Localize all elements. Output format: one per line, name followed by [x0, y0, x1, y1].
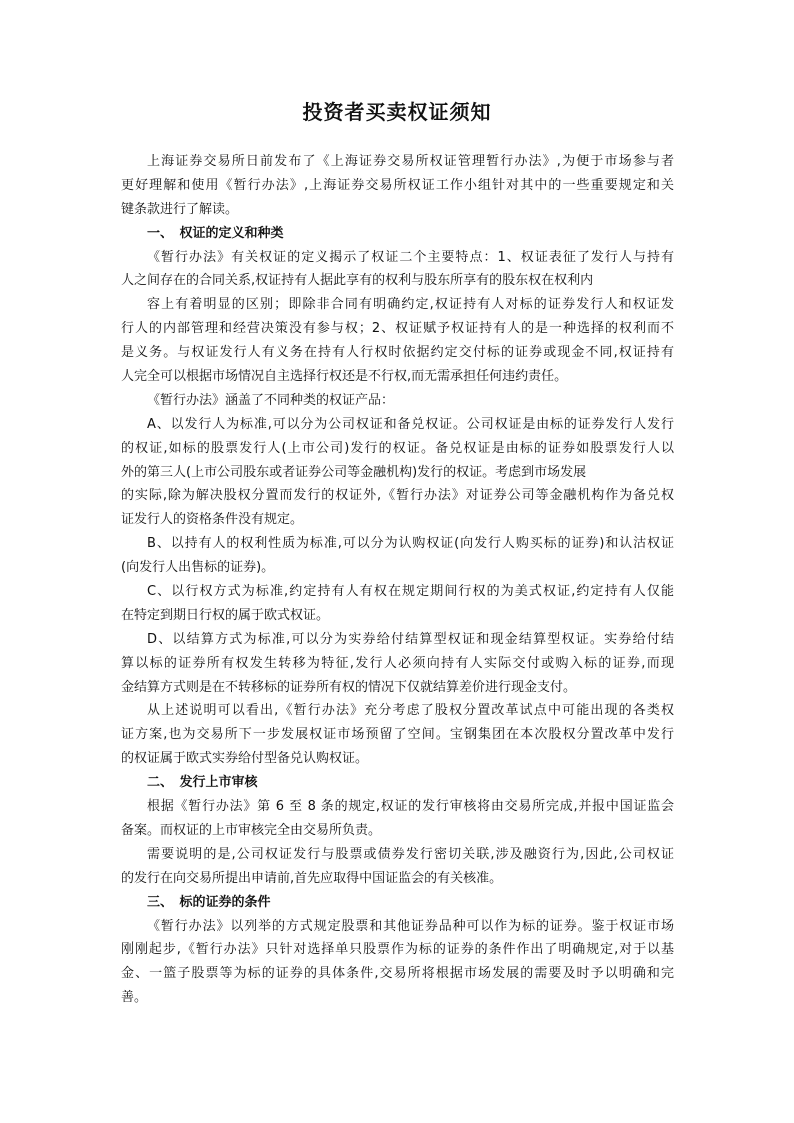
- document-title: 投资者买卖权证须知: [302, 100, 492, 124]
- text-line: 金、一篮子股票等为标的证券的具体条件,交易所将根据市场发展的需要及时予以明确和完: [121, 966, 674, 982]
- section-heading: 三、 标的证券的条件: [147, 894, 271, 910]
- text-line: 上海证券交易所日前发布了《上海证券交易所权证管理暂行办法》,为便于市场参与者: [147, 154, 674, 169]
- text-line: 算以标的证券所有权发生转移为特征,发行人必须向持有人实际交付或购入标的证券,而现: [121, 655, 674, 671]
- text-line: 人完全可以根据市场情况自主选择行权还是不行权,而无需承担任何违约责任。: [121, 369, 568, 385]
- text-line: 的权证,如标的股票发行人(上市公司)发行的权证。备兑权证是由标的证券如股票发行人以: [121, 440, 674, 456]
- text-line: A、以发行人为标准,可以分为公司权证和备兑权证。公司权证是由标的证券发行人发行: [147, 416, 674, 432]
- text-line: 刚刚起步,《暂行办法》只针对选择单只股票作为标的证券的条件作出了明确规定,对于以基: [121, 942, 674, 958]
- text-line: 更好理解和使用《暂行办法》,上海证券交易所权证工作小组针对其中的一些重要规定和关: [121, 177, 674, 193]
- text-line: 行人的内部管理和经营决策没有参与权；2、权证赋予权证持有人的是一种选择的权利而不: [121, 321, 674, 337]
- text-line: 善。: [121, 990, 148, 1006]
- text-line: 根据《暂行办法》第 6 至 8 条的规定,权证的发行审核将由交易所完成,并报中国证监会: [147, 799, 674, 815]
- text-line: 是义务。与权证发行人有义务在持有人行权时依据约定交付标的证券或现金不同,权证持有: [121, 345, 674, 361]
- text-line: B、以持有人的权利性质为标准,可以分为认购权证(向发行人购买标的证券)和认沽权证: [147, 536, 674, 552]
- text-line: 外的第三人(上市公司股东或者证券公司等金融机构)发行的权证。考虑到市场发展: [121, 464, 587, 480]
- text-line: 证方案,也为交易所下一步发展权证市场预留了空间。宝钢集团在本次股权分置改革中发行: [121, 727, 674, 743]
- text-line: (向发行人出售标的证券)。: [121, 560, 275, 576]
- text-line: 在特定到期日行权的属于欧式权证。: [121, 607, 330, 623]
- text-line: 《暂行办法》以列举的方式规定股票和其他证券品种可以作为标的证券。鉴于权证市场: [147, 918, 674, 934]
- text-line: 键条款进行了解读。: [121, 201, 239, 217]
- text-line: D、以结算方式为标准,可以分为实券给付结算型权证和现金结算型权证。实券给付结: [147, 631, 674, 647]
- document-body: [121, 150, 674, 1010]
- section-heading: 二、 发行上市审核: [147, 775, 258, 791]
- text-line: 的实际,除为解决股权分置而发行的权证外,《暂行办法》对证券公司等金融机构作为备兑权: [121, 488, 674, 504]
- text-line: C、以行权方式为标准,约定持有人有权在规定期间行权的为美式权证,约定持有人仅能: [147, 584, 674, 600]
- section-heading: 一、 权证的定义和种类: [147, 225, 284, 241]
- text-line: 的权证属于欧式实券给付型备兑认购权证。: [121, 751, 369, 767]
- text-line: 金结算方式则是在不转移标的证券所有权的情况下仅就结算差价进行现金支付。: [121, 679, 577, 695]
- text-line: 容上有着明显的区别；即除非合同有明确约定,权证持有人对标的证券发行人和权证发: [147, 297, 674, 313]
- text-line: 从上述说明可以看出,《暂行办法》充分考虑了股权分置改革试点中可能出现的各类权: [147, 703, 674, 719]
- text-line: 人之间存在的合同关系,权证持有人据此享有的权利与股东所享有的股东权在权利内: [121, 273, 594, 289]
- text-line: 《暂行办法》有关权证的定义揭示了权证二个主要特点：1、权证表征了发行人与持有: [147, 249, 674, 265]
- text-line: 的发行在向交易所提出申请前,首先应取得中国证监会的有关核准。: [121, 870, 503, 886]
- text-line: 备案。而权证的上市审核完全由交易所负责。: [121, 822, 382, 838]
- text-line: 《暂行办法》涵盖了不同种类的权证产品：: [147, 392, 395, 408]
- text-line: 证发行人的资格条件没有规定。: [121, 512, 304, 528]
- text-line: 需要说明的是,公司权证发行与股票或债券发行密切关联,涉及融资行为,因此,公司权证: [147, 846, 674, 862]
